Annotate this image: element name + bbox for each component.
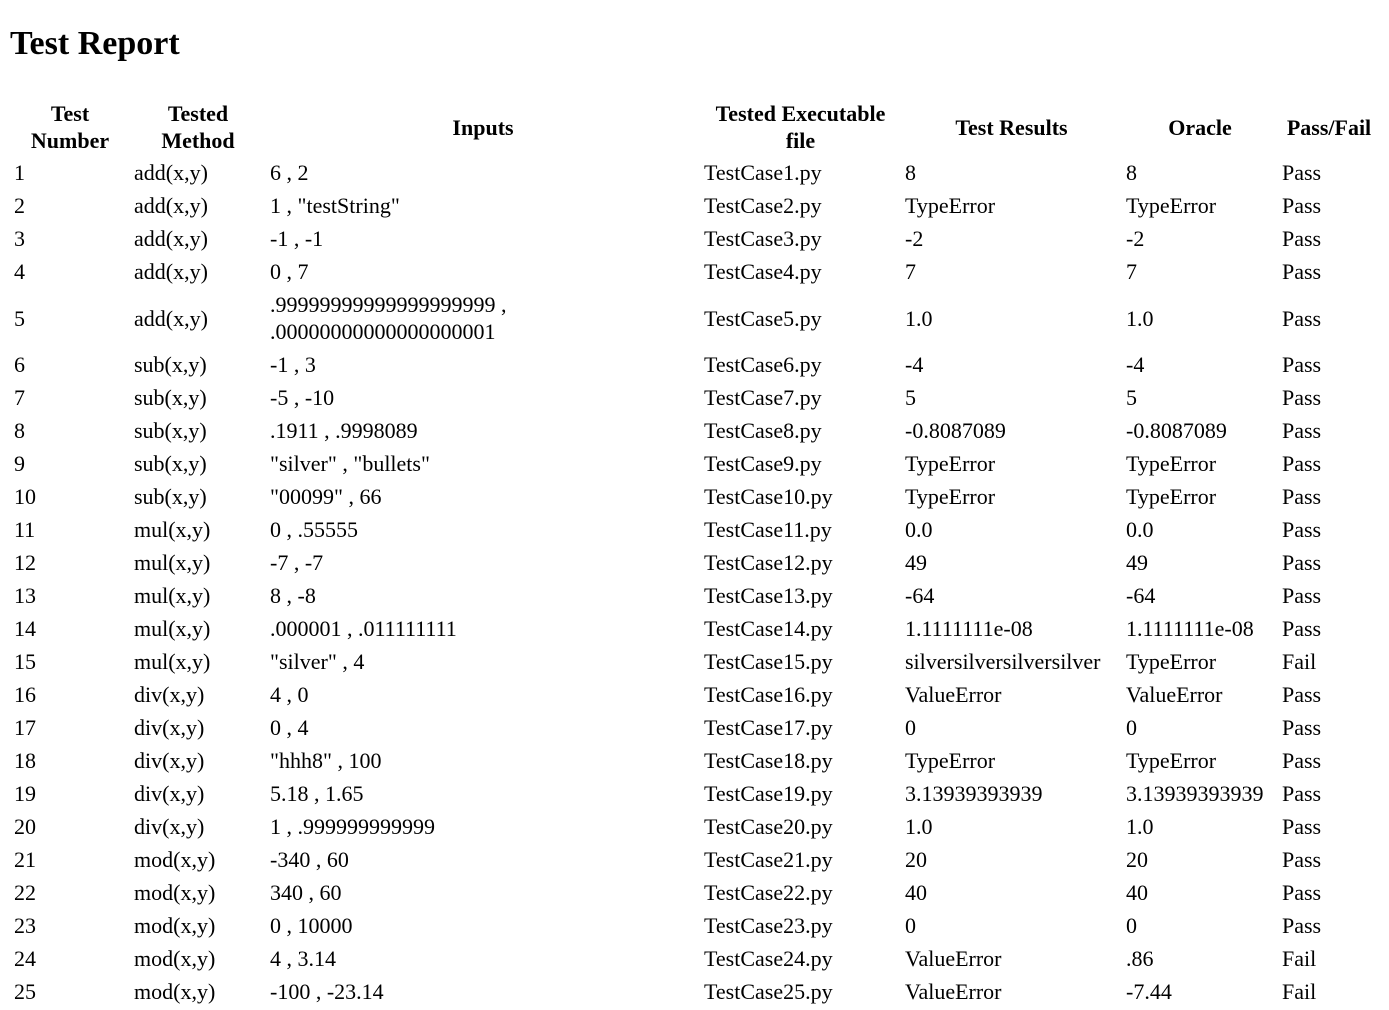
cell-pass-fail: Fail	[1282, 946, 1317, 971]
cell-test-number: 8	[14, 418, 25, 443]
cell-pass-fail: Pass	[1282, 814, 1322, 839]
table-row	[10, 612, 1380, 645]
cell-inputs: 4 , 0	[270, 682, 309, 707]
cell-oracle: 8	[1126, 160, 1137, 185]
cell-tested-method: mul(x,y)	[134, 517, 211, 542]
cell-test-number: 23	[14, 913, 36, 938]
cell-test-result: 1.0	[905, 305, 933, 331]
cell-test-number: 21	[14, 847, 36, 872]
header-inputs: Inputs	[452, 114, 514, 140]
cell-tested-file: TestCase9.py	[704, 451, 822, 476]
header-test-results: Test Results	[955, 114, 1068, 140]
cell-oracle: -0.8087089	[1126, 418, 1227, 443]
cell-oracle: .86	[1126, 946, 1154, 971]
cell-test-result: 0	[905, 715, 916, 740]
cell-oracle: 3.13939393939	[1126, 781, 1264, 806]
table-row	[10, 222, 1380, 255]
cell-test-result: TypeError	[905, 748, 996, 773]
cell-tested-method: mod(x,y)	[134, 880, 216, 905]
cell-test-result: 49	[905, 550, 927, 575]
cell-pass-fail: Pass	[1282, 583, 1322, 608]
cell-pass-fail: Pass	[1282, 305, 1322, 331]
cell-test-result: -64	[905, 583, 935, 608]
table-row	[10, 255, 1380, 288]
cell-pass-fail: Pass	[1282, 748, 1322, 773]
cell-pass-fail: Fail	[1282, 979, 1317, 1004]
cell-oracle: 0	[1126, 715, 1137, 740]
cell-oracle: TypeError	[1126, 649, 1217, 674]
cell-tested-file: TestCase19.py	[704, 781, 833, 806]
cell-test-number: 17	[14, 715, 36, 740]
cell-tested-method: sub(x,y)	[134, 484, 207, 509]
cell-pass-fail: Pass	[1282, 259, 1322, 284]
cell-tested-method: add(x,y)	[134, 305, 208, 331]
cell-inputs: "00099" , 66	[270, 484, 382, 509]
cell-tested-file: TestCase14.py	[704, 616, 833, 641]
cell-inputs: 0 , .55555	[270, 517, 358, 542]
cell-inputs: -340 , 60	[270, 847, 349, 872]
table-row	[10, 381, 1380, 414]
header-test-number: Test Number	[30, 101, 110, 153]
cell-inputs: -1 , 3	[270, 352, 316, 377]
cell-tested-file: TestCase5.py	[704, 305, 822, 331]
cell-test-number: 13	[14, 583, 36, 608]
cell-inputs: "hhh8" , 100	[270, 748, 382, 773]
cell-test-result: -4	[905, 352, 924, 377]
cell-tested-method: div(x,y)	[134, 781, 205, 806]
cell-inputs: .99999999999999999999 , .00000000000000000001	[270, 292, 507, 344]
cell-oracle: -64	[1126, 583, 1156, 608]
cell-test-number: 19	[14, 781, 36, 806]
cell-oracle: 1.0	[1126, 305, 1154, 331]
cell-test-number: 14	[14, 616, 36, 641]
cell-pass-fail: Pass	[1282, 352, 1322, 377]
cell-test-number: 10	[14, 484, 36, 509]
cell-tested-file: TestCase17.py	[704, 715, 833, 740]
cell-inputs: 0 , 10000	[270, 913, 353, 938]
cell-tested-file: TestCase18.py	[704, 748, 833, 773]
cell-test-number: 2	[14, 193, 25, 218]
table-row	[10, 189, 1380, 222]
cell-oracle: 0.0	[1126, 517, 1154, 542]
cell-tested-method: sub(x,y)	[134, 385, 207, 410]
cell-pass-fail: Pass	[1282, 616, 1322, 641]
cell-inputs: -7 , -7	[270, 550, 324, 575]
header-tested-method: Tested Method	[161, 101, 235, 153]
cell-inputs: 1 , "testString"	[270, 193, 400, 218]
cell-test-number: 6	[14, 352, 25, 377]
cell-pass-fail: Pass	[1282, 451, 1322, 476]
cell-test-result: TypeError	[905, 193, 996, 218]
cell-tested-file: TestCase1.py	[704, 160, 822, 185]
cell-oracle: ValueError	[1126, 682, 1223, 707]
cell-oracle: -2	[1126, 226, 1145, 251]
cell-inputs: 8 , -8	[270, 583, 316, 608]
cell-tested-file: TestCase24.py	[704, 946, 833, 971]
table-row	[10, 942, 1380, 975]
cell-pass-fail: Pass	[1282, 715, 1322, 740]
cell-oracle: TypeError	[1126, 451, 1217, 476]
cell-test-number: 5	[14, 305, 25, 331]
cell-tested-method: mod(x,y)	[134, 946, 216, 971]
cell-tested-method: sub(x,y)	[134, 352, 207, 377]
cell-tested-method: sub(x,y)	[134, 418, 207, 443]
table-row	[10, 876, 1380, 909]
table-row	[10, 645, 1380, 678]
cell-pass-fail: Pass	[1282, 913, 1322, 938]
table-row	[10, 348, 1380, 381]
cell-test-result: 0.0	[905, 517, 933, 542]
table-row	[10, 678, 1380, 711]
cell-tested-file: TestCase8.py	[704, 418, 822, 443]
cell-pass-fail: Pass	[1282, 193, 1322, 218]
cell-test-number: 25	[14, 979, 36, 1004]
cell-tested-file: TestCase11.py	[704, 517, 832, 542]
cell-tested-file: TestCase4.py	[704, 259, 822, 284]
cell-tested-file: TestCase15.py	[704, 649, 833, 674]
cell-tested-file: TestCase20.py	[704, 814, 833, 839]
table-row	[10, 909, 1380, 942]
cell-oracle: TypeError	[1126, 193, 1217, 218]
cell-test-number: 9	[14, 451, 25, 476]
cell-tested-file: TestCase6.py	[704, 352, 822, 377]
cell-tested-method: add(x,y)	[134, 160, 208, 185]
cell-test-result: TypeError	[905, 484, 996, 509]
cell-tested-file: TestCase7.py	[704, 385, 822, 410]
cell-inputs: -100 , -23.14	[270, 979, 384, 1004]
cell-tested-file: TestCase2.py	[704, 193, 822, 218]
table-row	[10, 579, 1380, 612]
header-tested-file: Tested Executable file	[715, 101, 886, 153]
table-row	[10, 513, 1380, 546]
cell-tested-method: mul(x,y)	[134, 583, 211, 608]
cell-tested-method: div(x,y)	[134, 682, 205, 707]
cell-test-result: 20	[905, 847, 927, 872]
cell-inputs: 0 , 7	[270, 259, 309, 284]
cell-test-result: -2	[905, 226, 924, 251]
cell-pass-fail: Pass	[1282, 880, 1322, 905]
cell-test-result: 40	[905, 880, 927, 905]
cell-tested-method: mul(x,y)	[134, 616, 211, 641]
cell-pass-fail: Pass	[1282, 781, 1322, 806]
cell-test-result: 7	[905, 259, 916, 284]
cell-inputs: "silver" , "bullets"	[270, 451, 430, 476]
header-pass-fail: Pass/Fail	[1286, 114, 1372, 140]
cell-pass-fail: Pass	[1282, 682, 1322, 707]
cell-test-result: -0.8087089	[905, 418, 1006, 443]
cell-test-number: 24	[14, 946, 36, 971]
cell-tested-method: div(x,y)	[134, 715, 205, 740]
cell-oracle: 49	[1126, 550, 1148, 575]
table-row	[10, 711, 1380, 744]
table-row	[10, 288, 1380, 348]
cell-tested-method: add(x,y)	[134, 259, 208, 284]
cell-inputs: -5 , -10	[270, 385, 335, 410]
cell-test-result: silversilversilversilver	[905, 649, 1101, 674]
cell-pass-fail: Pass	[1282, 226, 1322, 251]
cell-pass-fail: Pass	[1282, 847, 1322, 872]
cell-pass-fail: Pass	[1282, 550, 1322, 575]
cell-tested-method: add(x,y)	[134, 226, 208, 251]
cell-test-result: 0	[905, 913, 916, 938]
cell-inputs: -1 , -1	[270, 226, 324, 251]
cell-tested-method: add(x,y)	[134, 193, 208, 218]
cell-pass-fail: Pass	[1282, 418, 1322, 443]
table-row	[10, 843, 1380, 876]
cell-tested-file: TestCase25.py	[704, 979, 833, 1004]
cell-test-number: 4	[14, 259, 25, 284]
cell-inputs: 1 , .999999999999	[270, 814, 435, 839]
table-row	[10, 810, 1380, 843]
cell-test-result: 5	[905, 385, 916, 410]
cell-tested-method: mod(x,y)	[134, 913, 216, 938]
cell-test-result: ValueError	[905, 979, 1002, 1004]
cell-oracle: 20	[1126, 847, 1148, 872]
cell-oracle: 1.1111111e-08	[1126, 616, 1254, 641]
cell-tested-method: mul(x,y)	[134, 550, 211, 575]
cell-inputs: .000001 , .011111111	[270, 616, 457, 641]
cell-tested-file: TestCase10.py	[704, 484, 833, 509]
cell-tested-file: TestCase13.py	[704, 583, 833, 608]
cell-test-result: ValueError	[905, 682, 1002, 707]
cell-oracle: 0	[1126, 913, 1137, 938]
header-oracle: Oracle	[1168, 114, 1232, 140]
cell-pass-fail: Pass	[1282, 160, 1322, 185]
cell-test-number: 22	[14, 880, 36, 905]
cell-tested-file: TestCase12.py	[704, 550, 833, 575]
table-row	[10, 546, 1380, 579]
cell-inputs: .1911 , .9998089	[270, 418, 418, 443]
cell-test-number: 3	[14, 226, 25, 251]
cell-oracle: TypeError	[1126, 748, 1217, 773]
table-row	[10, 480, 1380, 513]
cell-tested-file: TestCase16.py	[704, 682, 833, 707]
cell-test-result: TypeError	[905, 451, 996, 476]
cell-pass-fail: Pass	[1282, 484, 1322, 509]
table-row	[10, 447, 1380, 480]
cell-test-number: 1	[14, 160, 25, 185]
cell-test-number: 7	[14, 385, 25, 410]
cell-tested-method: div(x,y)	[134, 814, 205, 839]
cell-inputs: 340 , 60	[270, 880, 342, 905]
cell-test-number: 20	[14, 814, 36, 839]
cell-oracle: 40	[1126, 880, 1148, 905]
cell-oracle: -4	[1126, 352, 1145, 377]
cell-test-result: 3.13939393939	[905, 781, 1043, 806]
cell-tested-file: TestCase23.py	[704, 913, 833, 938]
table-row	[10, 777, 1380, 810]
cell-pass-fail: Pass	[1282, 517, 1322, 542]
cell-inputs: 4 , 3.14	[270, 946, 336, 971]
cell-test-number: 11	[14, 517, 36, 542]
cell-pass-fail: Fail	[1282, 649, 1317, 674]
cell-tested-file: TestCase3.py	[704, 226, 822, 251]
table-row	[10, 414, 1380, 447]
cell-pass-fail: Pass	[1282, 385, 1322, 410]
cell-test-number: 15	[14, 649, 36, 674]
cell-test-result: ValueError	[905, 946, 1002, 971]
cell-inputs: "silver" , 4	[270, 649, 365, 674]
cell-inputs: 5.18 , 1.65	[270, 781, 364, 806]
cell-tested-method: mul(x,y)	[134, 649, 211, 674]
cell-test-number: 18	[14, 748, 36, 773]
cell-test-result: 1.0	[905, 814, 933, 839]
cell-oracle: 7	[1126, 259, 1137, 284]
cell-oracle: -7.44	[1126, 979, 1172, 1004]
cell-test-result: 8	[905, 160, 916, 185]
cell-oracle: 1.0	[1126, 814, 1154, 839]
cell-inputs: 0 , 4	[270, 715, 309, 740]
cell-oracle: 5	[1126, 385, 1137, 410]
cell-tested-file: TestCase22.py	[704, 880, 833, 905]
cell-tested-method: sub(x,y)	[134, 451, 207, 476]
cell-test-number: 12	[14, 550, 36, 575]
cell-oracle: TypeError	[1126, 484, 1217, 509]
page-title: Test Report	[10, 25, 180, 62]
cell-tested-method: mod(x,y)	[134, 979, 216, 1004]
table-row	[10, 156, 1380, 189]
table-row	[10, 744, 1380, 777]
cell-tested-method: div(x,y)	[134, 748, 205, 773]
test-report-table	[10, 98, 1380, 1008]
cell-tested-file: TestCase21.py	[704, 847, 833, 872]
cell-tested-method: mod(x,y)	[134, 847, 216, 872]
cell-inputs: 6 , 2	[270, 160, 309, 185]
header-row	[10, 98, 1380, 156]
cell-test-result: 1.1111111e-08	[905, 616, 1033, 641]
cell-test-number: 16	[14, 682, 36, 707]
table-row	[10, 975, 1380, 1008]
